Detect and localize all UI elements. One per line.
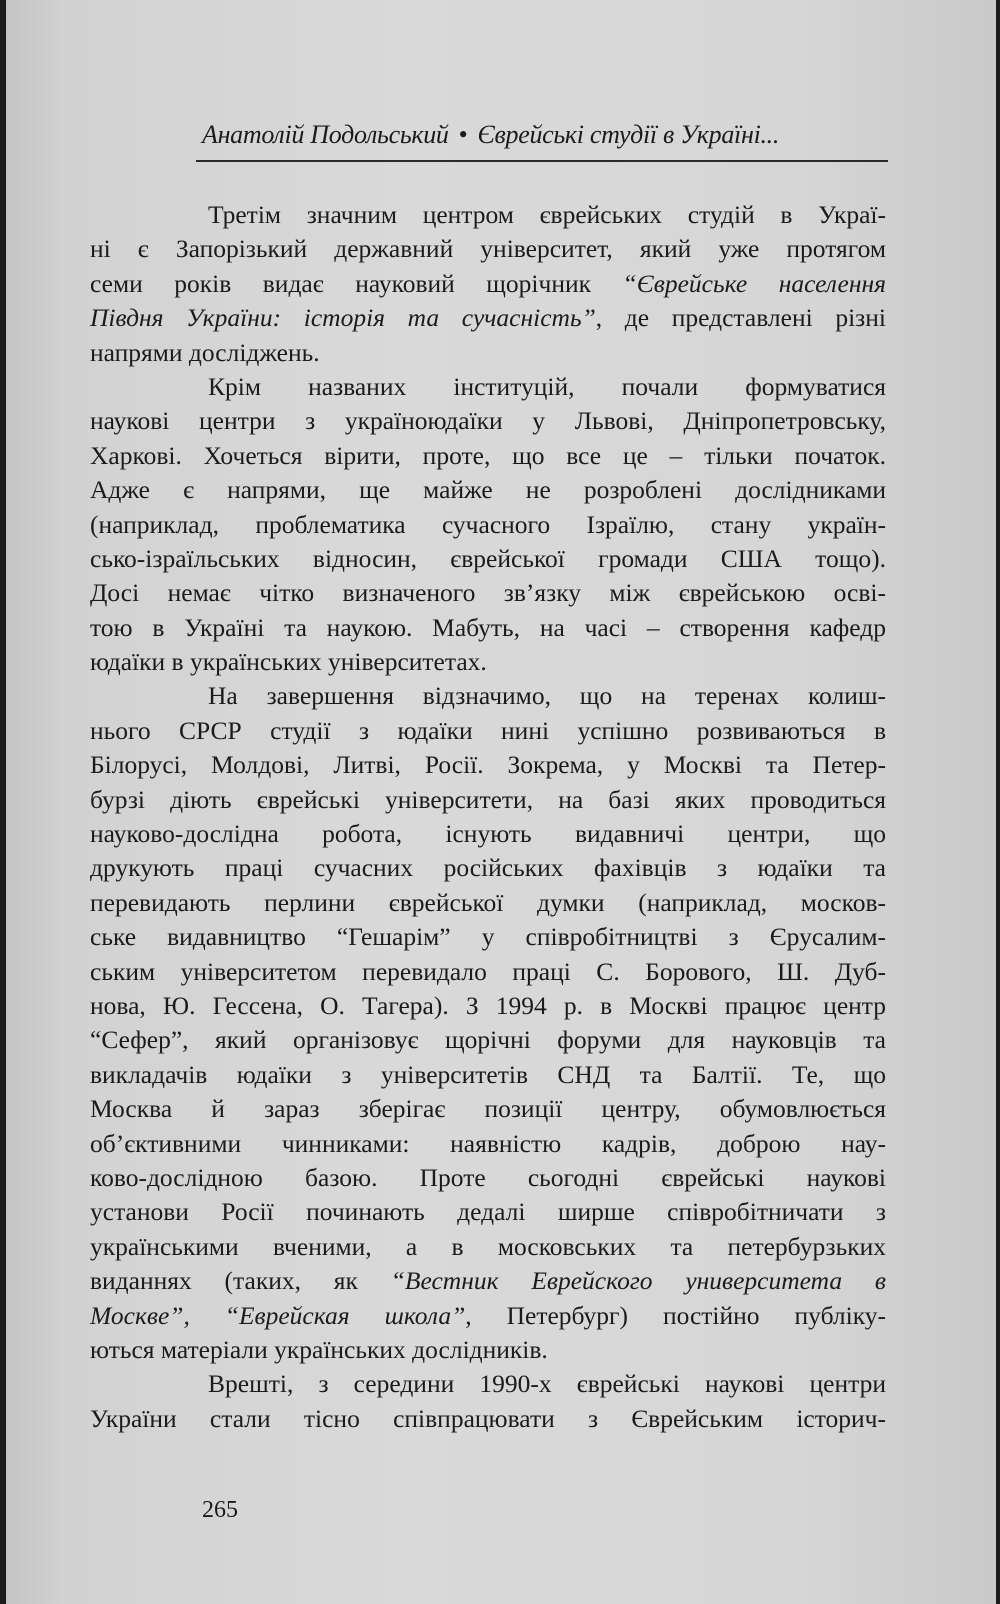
text-segment: викладачів юдаїки з університетів СНД та Балтії. Те, що bbox=[90, 1059, 886, 1089]
text-segment: ні є Запорізький державний університет, який уже протягом bbox=[90, 234, 886, 264]
text-segment: сько-ізраїльських відносин, єврейської громади США тощо). bbox=[90, 543, 886, 573]
text-segment: нього СРСР студії з юдаїки нині успішно розвиваються в bbox=[90, 715, 886, 745]
text-line bbox=[90, 920, 886, 954]
header-rule bbox=[196, 160, 888, 162]
italic-text: Москве”, “Еврейская школа” bbox=[90, 1300, 466, 1330]
text-segment: Харкові. Хочеться вірити, проте, що все це – тільки початок. bbox=[90, 440, 886, 470]
text-segment: Адже є напрями, ще майже не розроблені дослідниками bbox=[90, 475, 886, 505]
italic-text: Півдня України: історія та сучасність” bbox=[90, 303, 596, 333]
text-line bbox=[90, 336, 886, 370]
text-line bbox=[90, 783, 886, 817]
text-line bbox=[90, 1127, 886, 1161]
text-line bbox=[90, 1264, 886, 1298]
text-segment: наукові центри з україноюдаїки у Львові, Дніпропетровську, bbox=[90, 406, 886, 436]
text-line bbox=[90, 851, 886, 885]
text-segment: напрями досліджень. bbox=[90, 337, 320, 367]
text-segment: України стали тісно співпрацювати з Єврейським історич- bbox=[90, 1403, 886, 1433]
text-segment: Досі немає чітко визначеного зв’язку між єврейською осві- bbox=[90, 578, 886, 608]
text-line bbox=[90, 714, 886, 748]
text-segment: ються матеріали українських дослідників. bbox=[90, 1334, 548, 1364]
text-segment: нова, Ю. Гессена, О. Тагера). З 1994 р. в Москві працює центр bbox=[90, 990, 886, 1020]
text-line bbox=[90, 886, 886, 920]
text-segment: Третім значним центром єврейських студій в Украї- bbox=[208, 200, 886, 229]
text-line bbox=[90, 1092, 886, 1126]
text-segment: виданнях (таких, як bbox=[90, 1266, 391, 1296]
text-segment: українськими вченими, а в московських та петербурзьких bbox=[90, 1231, 886, 1261]
text-segment: тою в Україні та наукою. Мабуть, на часі – створення кафедр bbox=[90, 612, 886, 642]
text-line bbox=[90, 611, 886, 645]
page-number: 265 bbox=[202, 1497, 238, 1523]
text-segment: семи років видає науковий щорічник bbox=[90, 268, 623, 298]
text-line bbox=[90, 1333, 886, 1367]
italic-text: “Вестник Еврейского университета в bbox=[390, 1266, 886, 1296]
text-line bbox=[90, 542, 886, 576]
header-separator: • bbox=[458, 120, 468, 149]
text-line bbox=[90, 1023, 886, 1057]
header-author: Анатолій Подольський bbox=[202, 120, 449, 149]
text-line bbox=[90, 679, 886, 713]
text-line bbox=[90, 1367, 886, 1401]
text-line bbox=[90, 301, 886, 335]
running-header bbox=[202, 118, 892, 152]
text-line bbox=[90, 404, 886, 438]
header-title: Єврейські студії в Україні... bbox=[477, 120, 780, 149]
text-segment: установи Росії починають дедалі ширше співробітничати з bbox=[90, 1197, 886, 1227]
text-segment: бурзі діють єврейські університети, на базі яких проводиться bbox=[90, 784, 886, 814]
text-line bbox=[90, 508, 886, 542]
text-segment: ське видавництво “Гешарім” у співробітництві з Єрусалим- bbox=[90, 922, 886, 952]
text-segment: “Сефер”, який організовує щорічні форуми для науковців та bbox=[90, 1025, 886, 1055]
text-line bbox=[90, 1299, 886, 1333]
text-line bbox=[90, 645, 886, 679]
text-line bbox=[90, 267, 886, 301]
text-segment: друкують праці сучасних російських фахівців з юдаїки та bbox=[90, 853, 886, 883]
text-line bbox=[90, 370, 886, 404]
text-line bbox=[90, 1195, 886, 1229]
text-segment: юдаїки в українських університетах. bbox=[90, 647, 487, 677]
text-line bbox=[90, 955, 886, 989]
text-line bbox=[90, 473, 886, 507]
text-line bbox=[90, 1230, 886, 1264]
text-segment: перевидають перлини єврейської думки (наприклад, москов- bbox=[90, 887, 886, 917]
italic-text: “Єврейське населення bbox=[622, 268, 886, 298]
text-segment: ково-дослідною базою. Проте сьогодні єврейські наукові bbox=[90, 1162, 886, 1192]
text-line bbox=[90, 748, 886, 782]
text-line bbox=[90, 232, 886, 266]
text-line bbox=[90, 576, 886, 610]
text-segment: науково-дослідна робота, існують видавничі центри, що bbox=[90, 819, 886, 849]
body-text bbox=[90, 198, 886, 1436]
text-line bbox=[90, 1161, 886, 1195]
text-line bbox=[90, 1402, 886, 1436]
text-segment: ським університетом перевидало праці С. Борового, Ш. Дуб- bbox=[90, 956, 886, 986]
text-segment: Врешті, з середини 1990-х єврейські наукові центри bbox=[208, 1369, 886, 1399]
text-line bbox=[90, 1058, 886, 1092]
text-segment: об’єктивними чинниками: наявністю кадрів, доброю нау- bbox=[90, 1128, 886, 1158]
text-segment: (наприклад, проблематика сучасного Ізраїлю, стану україн- bbox=[90, 509, 886, 539]
text-line bbox=[90, 989, 886, 1023]
text-line bbox=[90, 198, 886, 232]
text-segment: , де представлені різні bbox=[595, 303, 886, 333]
text-line bbox=[90, 817, 886, 851]
text-segment: Крім названих інституцій, почали формуватися bbox=[208, 371, 886, 401]
text-segment: Білорусі, Молдові, Литві, Росії. Зокрема, у Москві та Петер- bbox=[90, 750, 886, 780]
text-segment: Москва й зараз зберігає позиції центру, обумовлюється bbox=[90, 1094, 886, 1124]
text-line bbox=[90, 439, 886, 473]
text-segment: На завершення відзначимо, що на теренах колиш- bbox=[208, 681, 886, 711]
text-segment: , Петербург) постійно публіку- bbox=[465, 1300, 886, 1330]
book-page bbox=[6, 0, 996, 1604]
